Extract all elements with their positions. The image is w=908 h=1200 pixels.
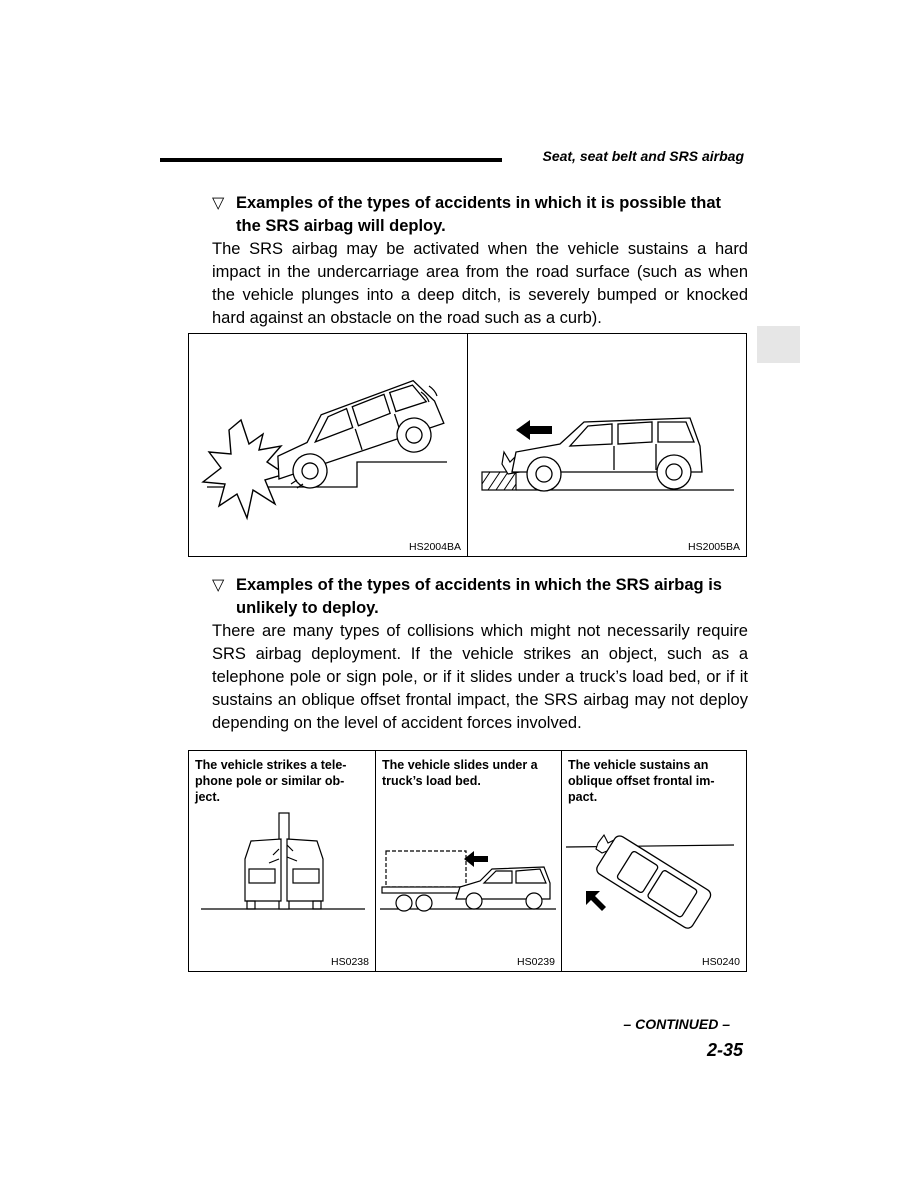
section-body: The SRS airbag may be activated when the vehicle sustains a hard impact in the undercarriage area from the road surface (such as when the vehicle plunges into a deep ditch, is severely bumped or knocked hard against an obstacle on the road such as a curb). — [212, 240, 748, 327]
section-body: There are many types of collisions which might not necessarily require SRS airbag deployment. If the vehicle strikes an object, such as a telephone pole or sign pole, or if it slides under a truck’s load bed, or if it sustains an oblique offset frontal impact, the SRS airbag may not deploy depending on the level of accident forces involved. — [212, 622, 748, 732]
triangle-marker-icon: ▽ — [212, 195, 225, 212]
figure-code: HS0238 — [331, 956, 369, 968]
page-number: 2-35 — [706, 1040, 743, 1060]
chapter-side-tab — [757, 326, 800, 363]
oblique-impact-illustration — [562, 751, 746, 971]
figure-code: HS0239 — [517, 956, 555, 968]
triangle-marker-icon: ▽ — [212, 577, 225, 594]
figure-code: HS2004BA — [409, 541, 461, 553]
figure-ditch-plunge — [189, 334, 467, 556]
figure-pole-strike — [189, 751, 375, 971]
figure-code: HS0240 — [702, 956, 740, 968]
car-curb-illustration — [468, 334, 746, 556]
figure-row-deploy — [188, 333, 747, 557]
section-heading — [212, 192, 748, 238]
figure-truck-underride — [376, 751, 561, 971]
pole-strike-illustration — [189, 751, 375, 971]
figure-row-no-deploy — [188, 750, 747, 972]
header-rule — [160, 158, 502, 162]
page-header-title: Seat, seat belt and SRS airbag — [542, 148, 744, 164]
section-deploy — [212, 192, 748, 330]
figure-oblique-impact — [562, 751, 746, 971]
figure-caption: The vehicle sustains an oblique offset frontal im-pact. — [568, 758, 715, 804]
figure-caption: The vehicle strikes a tele-phone pole or similar ob-ject. — [195, 758, 347, 804]
figure-curb-impact — [468, 334, 746, 556]
car-plunge-illustration — [189, 334, 467, 556]
section-heading-text: Examples of the types of accidents in which it is possible that the SRS airbag will deploy. — [236, 194, 722, 235]
truck-underride-illustration — [376, 751, 561, 971]
figure-caption: The vehicle slides under a truck’s load bed. — [382, 758, 538, 788]
section-heading-text: Examples of the types of accidents in which the SRS airbag is unlikely to deploy. — [236, 576, 722, 617]
figure-code: HS2005BA — [688, 541, 740, 553]
section-no-deploy — [212, 574, 748, 735]
section-heading — [212, 574, 748, 620]
continued-note: – CONTINUED – — [623, 1016, 730, 1032]
